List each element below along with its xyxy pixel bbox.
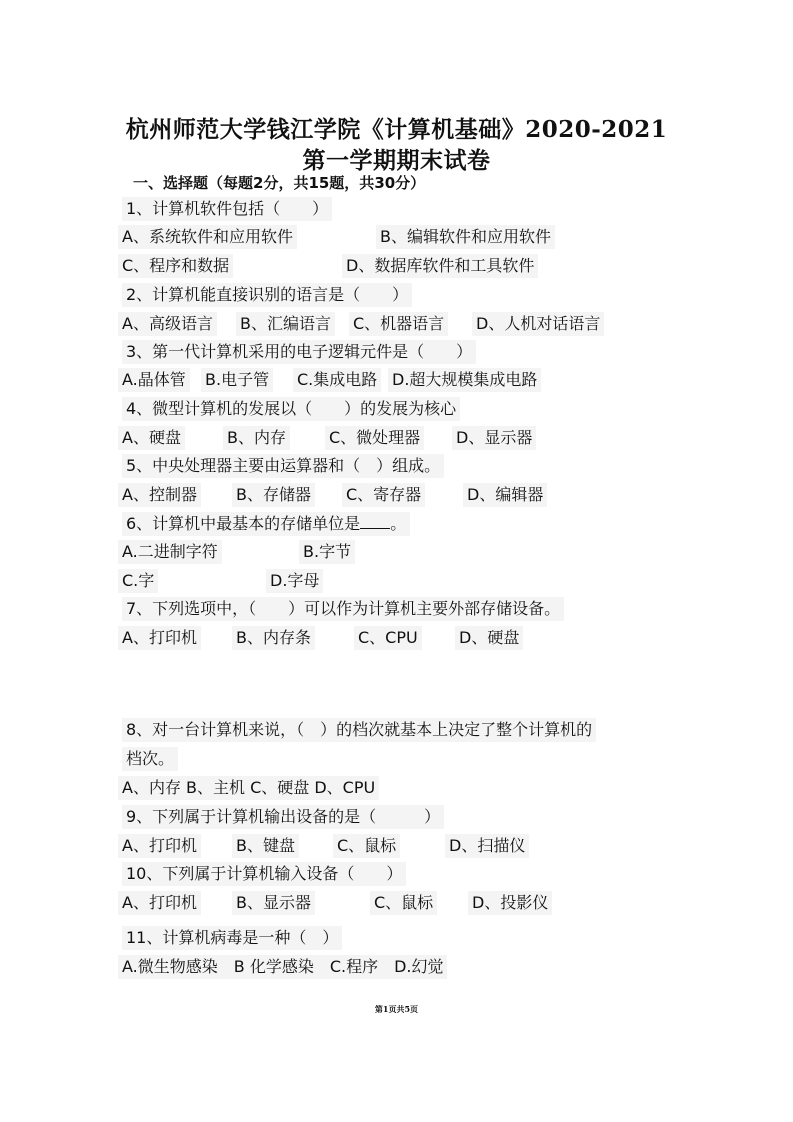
option-c: C、CPU	[354, 626, 422, 650]
option-c: C、鼠标	[370, 891, 437, 915]
option-d: D、编辑器	[463, 483, 547, 507]
option-c: C、机器语言	[349, 312, 448, 336]
option-c: C、寄存器	[342, 483, 425, 507]
option-a: A、控制器	[118, 483, 201, 507]
option-a: A、打印机	[118, 891, 201, 915]
option-c: C.集成电路	[293, 368, 381, 392]
option-b: B、编辑软件和应用软件	[376, 225, 555, 249]
exam-title-line1: 杭州师范大学钱江学院《计算机基础》2020-2021	[125, 116, 668, 143]
option-b: B.字节	[299, 540, 355, 564]
answer-blank	[360, 514, 390, 529]
option-d: D、扫描仪	[445, 834, 529, 858]
option-b: B、显示器	[232, 891, 315, 915]
option-b: B、内存	[223, 426, 290, 450]
option-d: D、投影仪	[468, 891, 552, 915]
option-a: A、高级语言	[118, 312, 217, 336]
option-b: B、存储器	[232, 483, 315, 507]
option-a: A.晶体管	[118, 368, 190, 392]
option-b: B.电子管	[201, 368, 273, 392]
option-c: C、程序和数据	[118, 254, 233, 278]
option-d: D、数据库软件和工具软件	[342, 254, 538, 278]
option-d: D、硬盘	[455, 626, 523, 650]
section-heading: 一、选择题（每题2分，共15题，共30分）	[133, 174, 426, 192]
option-b: B、汇编语言	[236, 312, 335, 336]
page-number: 第1页共5页	[374, 1004, 419, 1014]
option-c: C.字	[118, 569, 158, 593]
option-a: A、打印机	[118, 626, 201, 650]
option-a: A、系统软件和应用软件	[118, 225, 297, 249]
option-c: C、鼠标	[333, 834, 400, 858]
option-c: C、微处理器	[325, 426, 424, 450]
option-b: B、键盘	[232, 834, 299, 858]
option-b: B、内存条	[232, 626, 315, 650]
option-d: D.超大规模集成电路	[388, 368, 541, 392]
exam-title-line2: 第一学期期末试卷	[302, 147, 491, 174]
option-a: A、硬盘	[118, 426, 185, 450]
option-d: D.字母	[266, 569, 323, 593]
option-d: D、人机对话语言	[472, 312, 604, 336]
option-d: D、显示器	[452, 426, 536, 450]
option-a: A、打印机	[118, 834, 201, 858]
option-a: A.二进制字符	[118, 540, 222, 564]
